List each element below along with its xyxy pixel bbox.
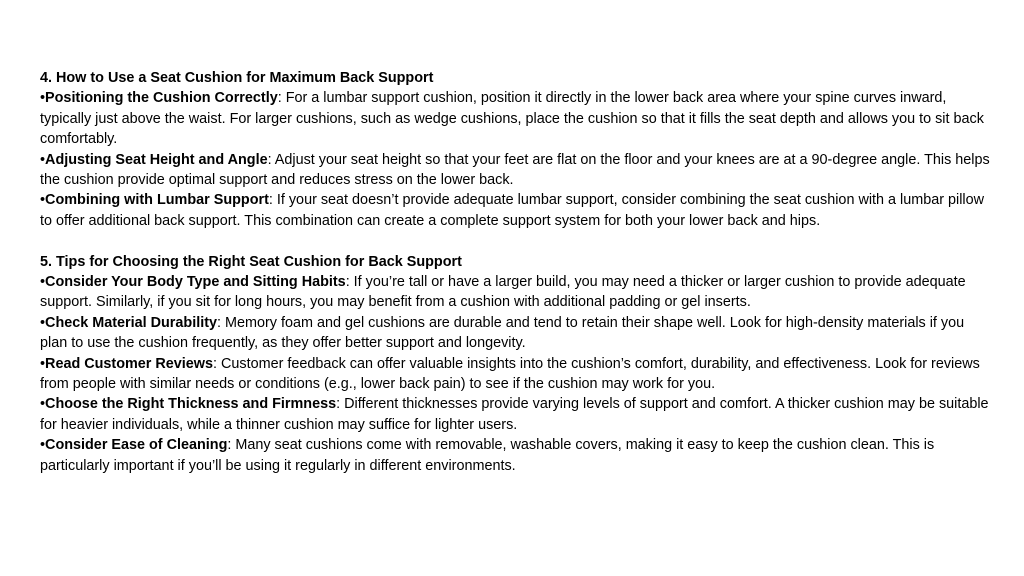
list-item [40, 88, 990, 149]
list-item [40, 190, 990, 231]
item-term: Adjusting Seat Height and Angle [45, 151, 268, 168]
bullet-marker: • [40, 314, 46, 331]
bullet-marker: • [40, 90, 46, 107]
item-text: : Customer feedback can offer valuable insights into the cushion’s comfort, durability, and effectiveness. Look for reviews from people with similar needs or conditions (e.g., lower back pain) to see if the cushion may work for you. [40, 355, 980, 393]
bullet-marker: • [40, 355, 46, 372]
item-term: Consider Ease of Cleaning [45, 437, 228, 454]
item-text: : If you’re tall or have a larger build, you may need a thicker or larger cushion to provide adequate support. Similarly, if you sit for long hours, you may benefit from a cushion with additional padding or gel inserts. [40, 274, 966, 311]
item-text: : If your seat doesn’t provide adequate lumbar support, consider combining the seat cushion with a lumbar pillow to offer additional back support. This combination can create a complete support system for both your lower back and hips. [40, 192, 985, 229]
list-item [40, 435, 990, 476]
bullet-marker: • [40, 192, 46, 209]
item-text: : Many seat cushions come with removable, washable covers, making it easy to keep the cushion clean. This is particularly important if you’ll be using it regularly in different environments. [40, 437, 935, 474]
list-item [40, 272, 990, 313]
item-text: : For a lumbar support cushion, position it directly in the lower back area where your spine curves inward, typically just above the waist. For larger cushions, such as wedge cushions, place the cushion so that it fills the seat depth and allows you to sit back comfortably. [40, 90, 984, 148]
bullet-marker: • [40, 274, 46, 291]
item-term: Positioning the Cushion Correctly [45, 90, 278, 107]
section-spacer [40, 231, 990, 251]
item-term: Check Material Durability [45, 314, 217, 331]
section-heading-tips: 5. Tips for Choosing the Right Seat Cushion for Back Support [40, 253, 462, 270]
bullet-marker: • [40, 437, 46, 454]
item-text: : Adjust your seat height so that your feet are flat on the floor and your knees are at a 90-degree angle. This helps the cushion provide optimal support and reduces stress on the lower back. [40, 151, 990, 189]
item-term: Combining with Lumbar Support [45, 192, 269, 209]
item-term: Read Customer Reviews [45, 355, 213, 372]
item-term: Consider Your Body Type and Sitting Habits [45, 274, 346, 291]
item-text: : Memory foam and gel cushions are durable and tend to retain their shape well. Look for high-density materials if you plan to use the cushion frequently, as they offer better support and longevity. [40, 314, 965, 352]
bullet-marker: • [40, 151, 46, 168]
list-item [40, 150, 990, 191]
item-term: Choose the Right Thickness and Firmness [45, 396, 337, 413]
item-text: : Different thicknesses provide varying levels of support and comfort. A thicker cushion may be suitable for heavier individuals, while a thinner cushion may suffice for lighter users. [40, 396, 989, 433]
list-item [40, 313, 990, 354]
section-heading-usage: 4. How to Use a Seat Cushion for Maximum Back Support [40, 70, 434, 86]
list-item [40, 394, 990, 435]
slide-text-body [40, 68, 990, 476]
bullet-marker: • [40, 396, 46, 413]
list-item [40, 354, 990, 395]
